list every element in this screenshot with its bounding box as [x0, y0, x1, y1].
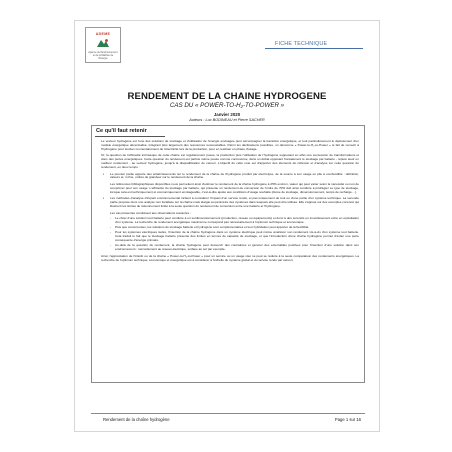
- dash-icon: -: [110, 225, 112, 230]
- dash-icon: -: [110, 230, 112, 235]
- sub-bullet-item: [101, 231, 359, 243]
- page-number: Page 1 sur 16: [334, 417, 361, 422]
- footer-title: Rendement de la chaîne hydrogène: [103, 417, 170, 422]
- summary-heading: Ce qu'il faut retenir: [96, 128, 147, 134]
- publication-date: Janvier 2020: [213, 112, 241, 117]
- logo-wordmark: ADEME: [95, 32, 111, 36]
- summary-paragraph: Les références bibliographiques disponibles nous permettent ainsi d'estimer le rendement de la chaîne hydrogène à 25% environ, valeur qui peut varier selon la nécessité ou non de comprimer pour son usage. L'efficacité du stockage par batterie, qui présente un rendement de conversion de l'ordre de 70% doit ainsi conduire à privilégier ce type de stockage, lorsque cela est techniquement et économiquement envisageable, c'est-à-dire ajusté aux conditions d'usage souhaité (durée de stockage, dimensionnement, temps de recharge…).: [110, 181, 359, 194]
- sub-bullet-text: Au-delà de la question du rendement, la chaîne hydrogène peut desservir des contraintes et générer des externalités positives pour l'insertion d'une solution dans son environnement : raccordement au réseau électrique, surface au sol par exemple.: [115, 243, 359, 252]
- ademe-logo: [85, 27, 121, 63]
- bullet-text: Les méthodes d'analyse d'impact environnemental incitent à considérer l'impact d'un service rendu, et pas uniquement de tout ou d'une partie d'un système technique. La seconde partie propose donc une analyse non focalisée sur la chaîne mais élargie au périmètre des systèmes dans lesquels elle peut être utilisée. Elle s'appuie sur des exemples concrets qui illustrent les limites du raisonnement limité à la seule question du rendement de conversion entre une batterie et l'hydrogène.: [110, 196, 359, 209]
- header-rule: [265, 48, 363, 49]
- bullet-text: Le premier partie apporte des éclaircissements sur le rendement de la chaîne de l'hydrogène produit par électrolyse, de la source à son usage en pile à combustible : définition, valeurs et, in fine, ordres de grandeur sur le rendement de la chaîne.: [110, 171, 359, 180]
- summary-box: [91, 125, 365, 383]
- page-title: RENDEMENT DE LA CHAINE HYDROGENE: [127, 91, 327, 102]
- authors-line: Auteurs : Luc BODINEAU et Pierre SACHER: [189, 118, 265, 122]
- bullet-square-icon: ▪: [103, 196, 105, 201]
- sub-bullet-text: Pour les systèmes électriques isolés, l'insertion de la chaîne hydrogène dans un système électrique peut même améliorer son rendement vis-à-vis d'un système tout batterie. Cela traduit le fait que le stockage batterie présente des limites en termes de capacité de stockage, et que l'introduction d'une chaîne hydrogène permet d'éviter une perte conséquente d'énergie primaire.: [115, 230, 359, 243]
- logo-shape-icon: [96, 38, 110, 48]
- footer-rule: [91, 413, 365, 414]
- bullet-square-icon: ▪: [103, 171, 105, 176]
- sub-bullet-text: Le choix d'une solution tout batterie peut conduire à un surdimensionnement (production, réseau ou équipements) et donc à des surcoûts en investissement et/ou en exploitation d'un système. La recherche du rendement énergétique maximal ne correspond pas nécessairement à l'optimum technique et économique.: [115, 215, 359, 224]
- document-page: [74, 20, 380, 432]
- summary-heading-rule: [95, 136, 165, 137]
- page-subtitle: CAS DU « POWER-TO-H₂-TO-POWER »: [169, 102, 285, 109]
- bullet-item: [101, 197, 359, 209]
- doc-type-label: FICHE TECHNIQUE: [275, 41, 328, 47]
- summary-body: [101, 140, 359, 265]
- summary-paragraph: Les cas présentés conduisent aux observations suivantes :: [110, 210, 191, 215]
- sub-bullet-item: [101, 244, 359, 252]
- summary-paragraph: Ainsi, l'appréciation de l'intérêt ou de la chaîne « Power-to-H₂-to-Power » pour un service ou un usage visé ne peut se réduire à la seule comparaison des rendements énergétiques. La recherche de l'optimum technique, économique et énergétique est à considérer à l'échelle du système global et du service rendu par celui-ci.: [101, 253, 359, 262]
- sub-bullet-item: [101, 217, 359, 225]
- dash-icon: -: [110, 215, 112, 220]
- sub-bullet-text: Plus que concurrentes, les solutions de stockage batterie et hydrogène sont complémentaires et leur hybridation peut apporter de la flexibilité.: [115, 225, 310, 230]
- dash-icon: -: [110, 243, 112, 248]
- bullet-item: [101, 173, 359, 181]
- summary-paragraph: Le vecteur hydrogène est l'une des solutions de stockage et d'utilisation de l'énergie envisagée pour accompagner la transition énergétique, et tout particulièrement le déploiement d'un modèle énergétique décentralisé, intégrant plus largement des ressources renouvelables. Parmi les déclinaisons possibles, on dénomme « Power-to-H₂-to-Power » le fait de recourir à l'hydrogène pour stocker momentanément de l'électricité lors de la production, pour en restituer en phase d'usage.: [101, 139, 359, 151]
- logo-subtext: Agence de l'Environnement et de la Maîtrise de l'Energie: [88, 51, 118, 60]
- summary-paragraph: Or, la question de l'efficacité intrinsèque de cette chaîne est régulièrement posée, la production puis l'utilisation de l'hydrogène supposant en effet une succession de transformations et donc des pertes énergétiques. Cette question du rendement est parfois même posée comme controverse, dans un débat opposant frontalement le stockage par batterie - réputé avoir un meilleur rendement - au vecteur hydrogène, jusqu'à la disqualification de celui-ci. L'objectif de cette note est d'apporter des éléments de réflexion et d'analyse sur cette question du rendement, en deux temps :: [101, 153, 359, 170]
